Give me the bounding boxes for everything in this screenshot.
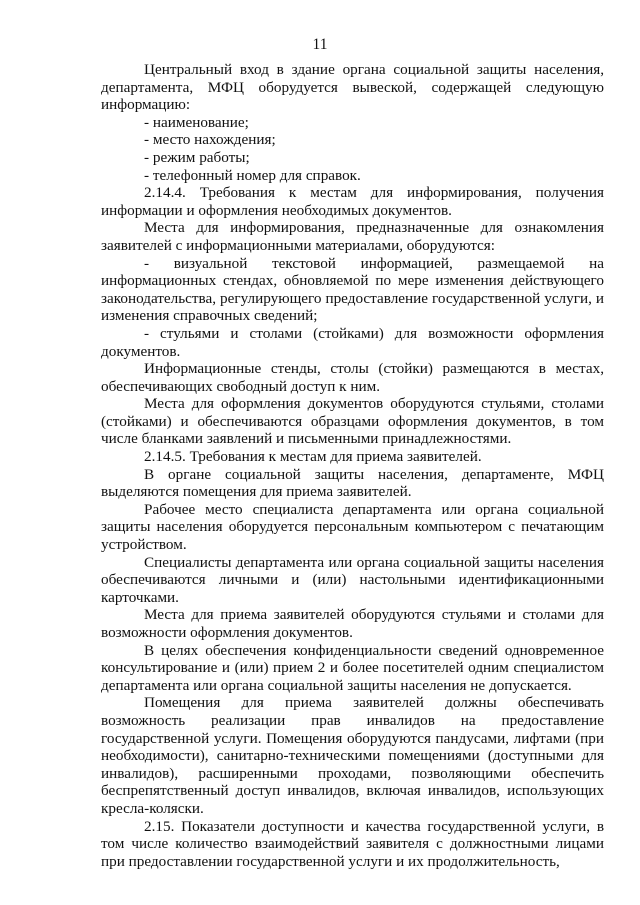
paragraph-info-stands: Информационные стенды, столы (стойки) размещаются в местах, обеспечивающих свободный доступ к ним. bbox=[101, 360, 604, 395]
paragraph-entrance-signage: Центральный вход в здание органа социальной защиты населения, департамента, МФЦ оборудуется вывеской, содержащей следующую информацию: bbox=[101, 61, 604, 114]
paragraph-id-cards: Специалисты департамента или органа социальной защиты населения обеспечиваются личными и (или) настольными идентификационными карточками. bbox=[101, 553, 604, 606]
paragraph-info-places: Места для информирования, предназначенные для ознакомления заявителей с информационными материалами, оборудуются: bbox=[101, 219, 604, 254]
section-heading-2-14-5: 2.14.5. Требования к местам для приема заявителей. bbox=[144, 448, 482, 466]
page-number: 11 bbox=[312, 36, 328, 53]
paragraph-reception-furniture: Места для приема заявителей оборудуются стульями и столами для возможности оформления документов. bbox=[101, 606, 604, 641]
section-heading-2-15: 2.15. Показатели доступности и качества государственной услуги, в том числе количество взаимодействий заявителя с должностными лицами при предоставлении государственной услуги и их продолжительность, bbox=[101, 817, 604, 870]
paragraph-workplace: Рабочее место специалиста департамента или органа социальной защиты населения оборудуется персональным компьютером с печатающим устройством. bbox=[101, 500, 604, 554]
paragraph-confidentiality: В целях обеспечения конфиденциальности сведений одновременное консультирование и (или) прием 2 и более посетителей одним специалистом департамента или органа социальной защиты населения не допускается. bbox=[101, 641, 604, 694]
list-item-location: - место нахождения; bbox=[144, 131, 276, 149]
list-item-phone: - телефонный номер для справок. bbox=[144, 166, 361, 184]
list-item-visual-info: - визуальной текстовой информацией, размещаемой на информационных стендах, обновляемой по мере изменения действующего законодательства, регулирующего предоставление государственной услуги, и изменения справочных сведений; bbox=[101, 254, 604, 325]
list-item-chairs-tables: - стульями и столами (стойками) для возможности оформления документов. bbox=[101, 324, 604, 360]
paragraph-accessibility: Помещения для приема заявителей должны обеспечивать возможность реализации прав инвалидов на предоставление государственной услуги. Помещения оборудуются пандусами, лифтами (при необходимости), санитарно-техническими помещениями (доступными для инвалидов), расширенными проходами, позволяющими обеспечить беспрепятственный доступ инвалидов, включая инвалидов, использующих кресла-коляски. bbox=[101, 694, 604, 817]
paragraph-document-places: Места для оформления документов оборудуются стульями, столами (стойками) и обеспечиваются образцами оформления документов, в том числе бланками заявлений и письменными принадлежностями. bbox=[101, 395, 604, 448]
document-body bbox=[101, 61, 604, 870]
list-item-schedule: - режим работы; bbox=[144, 148, 250, 166]
list-item-name: - наименование; bbox=[144, 113, 249, 131]
section-heading-2-14-4: 2.14.4. Требования к местам для информирования, получения информации и оформления необходимых документов. bbox=[101, 184, 604, 219]
paragraph-reception-rooms: В органе социальной защиты населения, департаменте, МФЦ выделяются помещения для приема заявителей. bbox=[101, 465, 604, 501]
